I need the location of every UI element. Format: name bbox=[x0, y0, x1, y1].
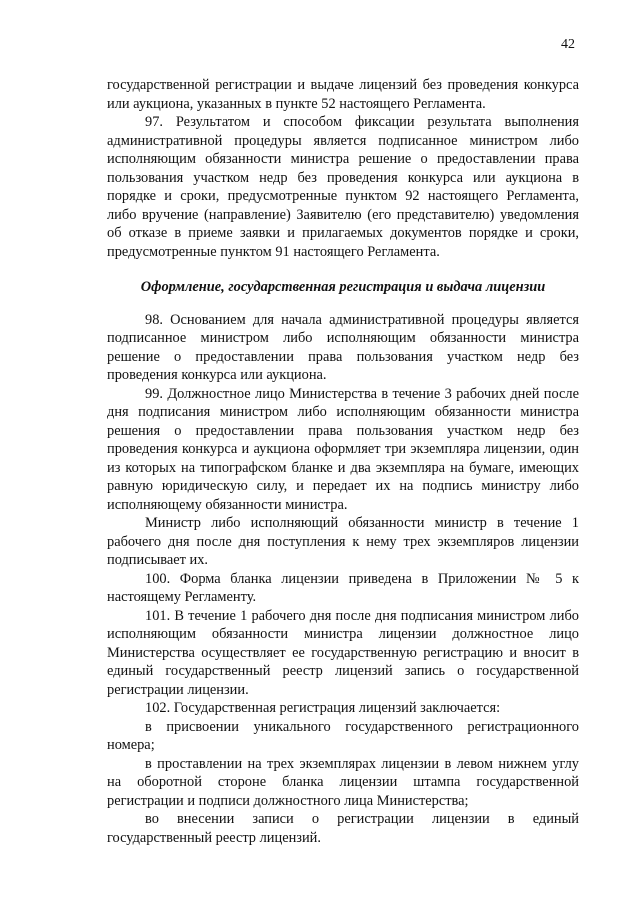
paragraph-97: 97. Результатом и способом фиксации результата выполнения административной процедуры является подписанное министром либо исполняющим обязанности министра решение о предоставлении права пользования участком недр без проведения конкурса или аукциона в порядке и сроки, предусмотренные пунктом 92 настоящего Регламента, либо вручение (направление) Заявителю (его представителю) уведомления об отказе в приеме заявки и прилагаемых документов порядке и сроки, предусмотренные пунктом 91 настоящего Регламента. bbox=[107, 114, 579, 260]
paragraph-102: 102. Государственная регистрация лицензий заключается: bbox=[145, 700, 501, 716]
document-body bbox=[107, 76, 579, 847]
list-item-registry-entry: во внесении записи о регистрации лицензии в единый государственный реестр лицензий. bbox=[107, 811, 579, 846]
page-number: 42 bbox=[561, 37, 575, 52]
paragraph-100: 100. Форма бланка лицензии приведена в Приложении № 5 к настоящему Регламенту. bbox=[107, 570, 579, 605]
paragraph-98: 98. Основанием для начала административной процедуры является подписанное министром либо исполняющим обязанности министра решение о предоставлении права пользования участком недр без проведения конкурса или аукциона. bbox=[107, 311, 579, 383]
paragraph-99: 99. Должностное лицо Министерства в течение 3 рабочих дней после дня подписания министром либо исполняющим обязанности министра решения о предоставлении права пользования участком недр без проведения конкурса и аукциона оформляет три экземпляра лицензии, один из которых на типографском бланке и два экземпляра на бумаге, имеющих равную юридическую силу, и передает их на подпись министру либо исполняющему обязанности министра. bbox=[107, 385, 579, 513]
paragraph-101: 101. В течение 1 рабочего дня после дня подписания министром либо исполняющим обязанности министра лицензии должностное лицо Министерства осуществляет ее государственную регистрацию и вносит в единый государственный реестр лицензий запись о государственной регистрации лицензии. bbox=[107, 607, 579, 698]
list-item-registration-stamp: в проставлении на трех экземплярах лицензии в левом нижнем углу на оборотной стороне бланка лицензии штампа государственной регистрации и подписи должностного лица Министерства; bbox=[107, 755, 579, 809]
list-item-registration-number: в присвоении уникального государственного регистрационного номера; bbox=[107, 718, 579, 753]
paragraph-continuation: государственной регистрации и выдаче лицензий без проведения конкурса или аукциона, указанных в пункте 52 настоящего Регламента. bbox=[107, 77, 579, 112]
paragraph-minister-signs: Министр либо исполняющий обязанности министр в течение 1 рабочего дня после дня поступления к нему трех экземпляров лицензии подписывает их. bbox=[107, 515, 579, 568]
section-title: Оформление, государственная регистрация и выдача лицензии bbox=[140, 279, 546, 295]
